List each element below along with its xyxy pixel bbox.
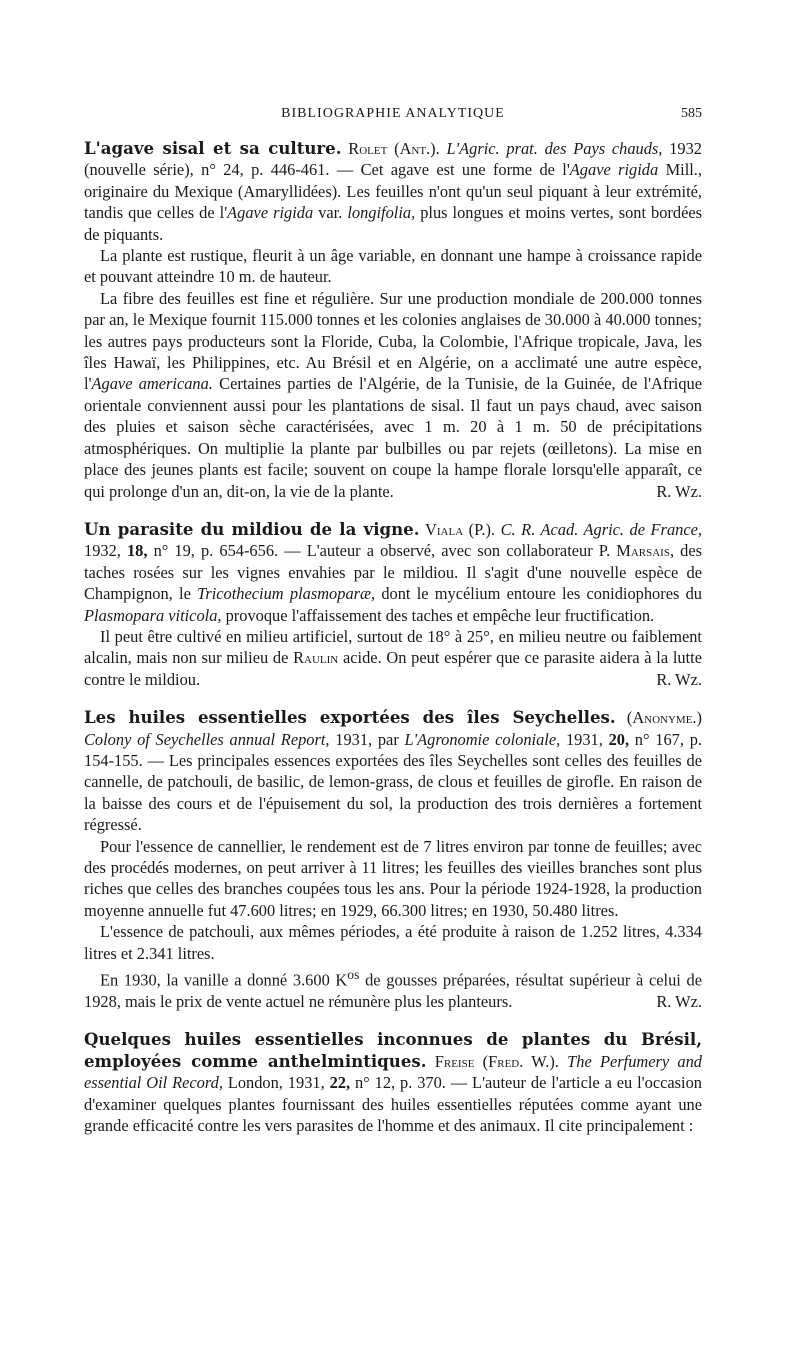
- review-entry-mildiou-parasite: [84, 519, 702, 690]
- person-name: Raulin: [293, 648, 339, 668]
- collaborator-name: Marsais,: [616, 541, 675, 561]
- species-name: Agave rigida: [569, 160, 659, 180]
- entry-text: n° 19, p. 654-656. — L'auteur a observé, avec son collaborateur P.: [147, 541, 617, 561]
- volume-number: 20,: [608, 729, 630, 749]
- entry-paragraph: L'essence de patchouli, aux mêmes périodes, a été produite à raison de 1.252 litres, 4.334 litres et 2.341 litres.: [84, 922, 702, 963]
- entry-paragraph: [84, 964, 702, 1012]
- unit-superscript: os: [347, 967, 360, 983]
- entry-author: Viala (P.).: [425, 519, 496, 539]
- entry-paragraph: [84, 707, 702, 835]
- entry-author: (Anonyme.): [626, 708, 702, 728]
- entry-text: 1931,: [560, 729, 609, 749]
- entry-text: 1932,: [84, 541, 127, 561]
- entry-text: des taches rosées sur les vignes envahies par le mildiou. Il s'agit d'une nouvelle espèce de Champignon, le: [84, 541, 703, 604]
- entry-text: 1932 (nouvelle série), n° 24, p. 446-461. — Cet agave est une forme de l': [84, 139, 702, 180]
- entry-paragraph: Pour l'essence de cannellier, le rendement est de 7 litres environ par tonne de feuilles; avec des procédés modernes, on peut arriver à 11 litres; les feuilles des vieilles branches sont plus riches que celles des branches coupées tous les ans. Pour la période 1924-1928, la production moyenne annuelle fut 47.600 litres; en 1929, 66.300 litres; en 1930, 50.480 litres.: [84, 836, 702, 920]
- entry-text: provoque l'affaissement des taches et empêche leur fructification.: [221, 605, 655, 625]
- entry-text: Il peut être cultivé en milieu artificiel, surtout de 18° à 25°, en milieu neutre ou faiblement alcalin, mais non sur milieu de: [84, 626, 702, 668]
- entry-citation: Colony of Seychelles annual Report,: [84, 729, 330, 749]
- entry-citation: L'Agric. prat. des Pays chauds,: [446, 139, 663, 158]
- species-name: Tricothecium plasmoparæ,: [197, 584, 376, 604]
- entry-paragraph: [84, 626, 702, 690]
- reviewer-signature: R. Wz.: [656, 991, 702, 1011]
- review-entry-seychelles-oils: [84, 707, 702, 1012]
- entry-text: London, 1931,: [222, 1073, 330, 1093]
- entry-citation: C. R. Acad. Agric. de France,: [500, 519, 702, 539]
- variety-name: longifolia,: [347, 203, 416, 223]
- entry-text: dont le mycélium entoure les conidiophores du: [375, 584, 702, 604]
- review-entry-bresil-oils: [84, 1029, 702, 1136]
- entry-text: n° 12, p. 370. — L'auteur de l'article a eu l'occasion d'examiner quelques plantes fournissant des huiles essentielles réputées comme ayant une grande efficacité contre les vers parasites de l'homme et des animaux. Il cite principalement :: [84, 1073, 702, 1135]
- entry-text: 1931, par: [329, 729, 405, 749]
- volume-number: 18,: [126, 541, 148, 561]
- entry-paragraph: [84, 288, 702, 502]
- entry-author: Freise (Fred. W.).: [434, 1051, 559, 1071]
- entry-author: Rolet (Ant.).: [348, 139, 440, 158]
- entry-text: Certaines parties de l'Algérie, de la Tunisie, de la Guinée, de l'Afrique orientale conviennent aussi pour les plantations de sisal. Il faut un pays chaud, avec saison des pluies et saison sèche caractérisées, avec 1 m. 20 à 1 m. 50 de précipitations atmosphériques. On multiplie la plante par bulbilles ou par rejets (œilletons). La mise en place des jeunes plants est facile; souvent on coupe la hampe florale lorsqu'elle apparaît, ce qui prolonge d'un an, dit-on, la vie de la plante.: [84, 374, 702, 501]
- reviewer-signature: R. Wz.: [656, 669, 702, 689]
- entry-title: L'agave sisal et sa culture.: [84, 138, 342, 158]
- entry-paragraph: [84, 519, 702, 626]
- entry-text: de gousses préparées, résultat supérieur à celui de 1928, mais le prix de vente actuel ne rémunère plus les planteurs.: [84, 970, 702, 1011]
- volume-number: 22,: [329, 1073, 351, 1093]
- entry-text: var.: [313, 203, 348, 223]
- entry-text: n° 167, p. 154-155. — Les principales essences exportées des îles Seychelles sont celles des feuilles de cannelle, de patchouli, de basilic, de lemon-grass, de clous et feuilles de girofle. En raison de la baisse des cours et de l'épuisement du sol, la production des trois dernières a fortement régressé.: [84, 729, 702, 835]
- entry-text: plus longues et moins vertes, sont bordées de piquants.: [84, 203, 702, 244]
- page-body: [84, 138, 702, 1153]
- page-number: 585: [681, 106, 702, 121]
- entry-title: Les huiles essentielles exportées des îles Seychelles.: [84, 707, 616, 728]
- entry-text: En 1930, la vanille a donné 3.600 K: [100, 970, 348, 990]
- running-title: BIBLIOGRAPHIE ANALYTIQUE: [281, 106, 505, 121]
- entry-citation: L'Agronomie coloniale,: [404, 729, 561, 749]
- review-entry-agave-sisal: [84, 138, 702, 502]
- running-head: [84, 106, 702, 126]
- entry-paragraph: [84, 138, 702, 245]
- entry-title: Un parasite du mildiou de la vigne.: [84, 518, 420, 539]
- species-name: Agave americana.: [91, 374, 213, 394]
- entry-title: Quelques huiles essentielles inconnues de plantes du Brésil, employées comme anthelmintiques.: [84, 1029, 702, 1071]
- entry-text: Mill., originaire du Mexique (Amaryllidées). Les feuilles n'ont qu'un seul piquant à leur extrémité, tandis que celles de l': [84, 160, 703, 223]
- entry-paragraph: La plante est rustique, fleurit à un âge variable, en donnant une hampe à croissance rapide et pouvant atteindre 10 m. de hauteur.: [84, 246, 702, 287]
- species-name: Agave rigida: [227, 203, 314, 223]
- entry-text: acide. On peut espérer que ce parasite aidera à la lutte contre le mildiou.: [84, 648, 703, 689]
- entry-citation: The Perfumery and essential Oil Record,: [84, 1051, 702, 1093]
- species-name: Plasmopara viticola,: [84, 605, 222, 625]
- entry-text: La fibre des feuilles est fine et régulière. Sur une production mondiale de 200.000 tonnes par an, le Mexique fournit 115.000 tonnes et les colonies anglaises de 30.000 à 40.000 tonnes; les autres pays producteurs sont la Floride, Cuba, la Colombie, l'Afrique tropicale, Java, les îles Hawaï, les Philippines, etc. Au Brésil et en Algérie, on a acclimaté une autre espèce, l': [84, 288, 702, 394]
- reviewer-signature: R. Wz.: [656, 481, 702, 501]
- entry-paragraph: [84, 1029, 702, 1136]
